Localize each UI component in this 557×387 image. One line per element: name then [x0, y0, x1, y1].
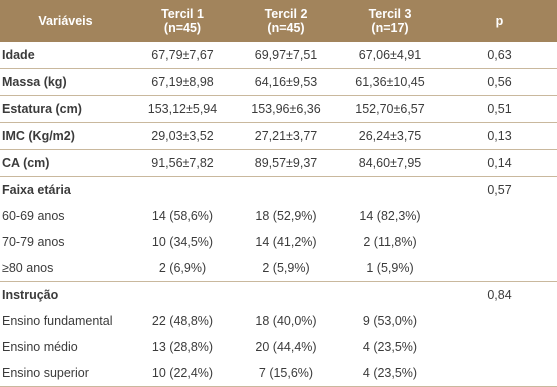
cell-tercil-3: 67,06±4,91	[338, 42, 442, 69]
group-row-faixa-etaria	[0, 177, 557, 204]
cell-tercil-3: 61,36±10,45	[338, 69, 442, 96]
header-variables: Variáveis	[0, 0, 131, 42]
cell-p: 0,63	[442, 42, 557, 69]
cell-tercil-2: 64,16±9,53	[234, 69, 338, 96]
cell-tercil-2: 2 (5,9%)	[234, 255, 338, 282]
header-tercil-1-n: (n=45)	[163, 21, 202, 35]
cell-tercil-3: 4 (23,5%)	[338, 360, 442, 387]
cell-tercil-2: 27,21±3,77	[234, 123, 338, 150]
cell-tercil-1: 67,19±8,98	[131, 69, 234, 96]
cell-tercil-3: 2 (11,8%)	[363, 235, 417, 249]
table-row	[0, 123, 557, 150]
cell-tercil-2: 153,96±6,36	[234, 96, 338, 123]
table-row	[0, 42, 557, 69]
cell-p: 0,51	[442, 96, 557, 123]
cell-tercil-3: 26,24±3,75	[338, 123, 442, 150]
cell-tercil-1: 14 (58,6%)	[151, 209, 214, 223]
header-tercil-3-n: (n=17)	[371, 21, 409, 35]
row-label: IMC (Kg/m2)	[0, 123, 131, 150]
row-label: CA (cm)	[0, 150, 131, 177]
group-label: Instrução	[2, 288, 59, 302]
cell-tercil-3: 14 (82,3%)	[359, 209, 421, 223]
group-label: Faixa etária	[2, 183, 71, 197]
cell-tercil-1: 67,79±7,67	[131, 42, 234, 69]
cell-tercil-2: 14 (41,2%)	[255, 235, 317, 249]
cell-p: 0,84	[487, 288, 512, 302]
cell-p: 0,13	[442, 123, 557, 150]
table-row	[0, 255, 557, 282]
row-label: 70-79 anos	[2, 235, 65, 249]
row-label: 60-69 anos	[2, 209, 65, 223]
cell-tercil-1: 10 (34,5%)	[151, 235, 214, 249]
cell-tercil-2: 89,57±9,37	[234, 150, 338, 177]
table-row	[0, 229, 557, 255]
cell-tercil-3: 84,60±7,95	[338, 150, 442, 177]
cell-tercil-1: 10 (22,4%)	[131, 360, 234, 387]
cell-p: 0,14	[442, 150, 557, 177]
cell-tercil-2: 20 (44,4%)	[255, 340, 317, 354]
row-label: Ensino médio	[2, 340, 78, 354]
table-row	[0, 150, 557, 177]
row-label: Massa (kg)	[0, 69, 131, 96]
cell-tercil-3	[338, 177, 442, 204]
cell-p	[442, 255, 557, 282]
table-header	[0, 0, 557, 42]
cell-tercil-3: 4 (23,5%)	[362, 340, 418, 354]
cell-p	[442, 203, 557, 229]
header-tercil-2-n: (n=45)	[267, 21, 305, 35]
cell-tercil-2: 69,97±7,51	[234, 42, 338, 69]
cell-p: 0,56	[442, 69, 557, 96]
cell-p	[442, 360, 557, 387]
header-p: p	[442, 0, 557, 42]
group-row-instrucao	[0, 282, 557, 309]
header-tercil-3	[338, 0, 442, 42]
header-tercil-1-title: Tercil 1	[161, 7, 204, 21]
table-row	[0, 308, 557, 334]
cell-tercil-3: 152,70±6,57	[338, 96, 442, 123]
cell-tercil-2: 18 (52,9%)	[255, 209, 317, 223]
table-row	[0, 334, 557, 360]
row-label: Idade	[0, 42, 131, 69]
cell-tercil-3: 9 (53,0%)	[362, 314, 418, 328]
cell-p	[442, 229, 557, 255]
cell-tercil-1: 22 (48,8%)	[151, 314, 214, 328]
cell-tercil-2	[234, 177, 338, 204]
header-tercil-1	[131, 0, 234, 42]
table-row	[0, 360, 557, 387]
cell-p	[442, 308, 557, 334]
header-tercil-2-title: Tercil 2	[264, 7, 308, 21]
cell-tercil-3	[338, 282, 442, 309]
table-row	[0, 69, 557, 96]
row-label: Ensino superior	[0, 360, 131, 387]
cell-tercil-1: 29,03±3,52	[131, 123, 234, 150]
header-tercil-2	[234, 0, 338, 42]
cell-tercil-1: 91,56±7,82	[131, 150, 234, 177]
cell-tercil-2	[234, 282, 338, 309]
cell-tercil-1	[131, 177, 234, 204]
cell-tercil-2: 7 (15,6%)	[234, 360, 338, 387]
cell-tercil-3: 1 (5,9%)	[338, 255, 442, 282]
row-label: ≥80 anos	[0, 255, 131, 282]
cell-tercil-1: 153,12±5,94	[131, 96, 234, 123]
cell-p	[442, 334, 557, 360]
header-row	[0, 0, 557, 42]
cell-tercil-1	[131, 282, 234, 309]
table-body	[0, 42, 557, 387]
cell-tercil-1: 2 (6,9%)	[131, 255, 234, 282]
table-row	[0, 96, 557, 123]
cell-p: 0,57	[487, 183, 512, 197]
row-label: Estatura (cm)	[0, 96, 131, 123]
cell-tercil-2: 18 (40,0%)	[255, 314, 317, 328]
cell-tercil-1: 13 (28,8%)	[151, 340, 214, 354]
row-label: Ensino fundamental	[2, 314, 113, 328]
table-row	[0, 203, 557, 229]
header-tercil-3-title: Tercil 3	[368, 7, 412, 21]
